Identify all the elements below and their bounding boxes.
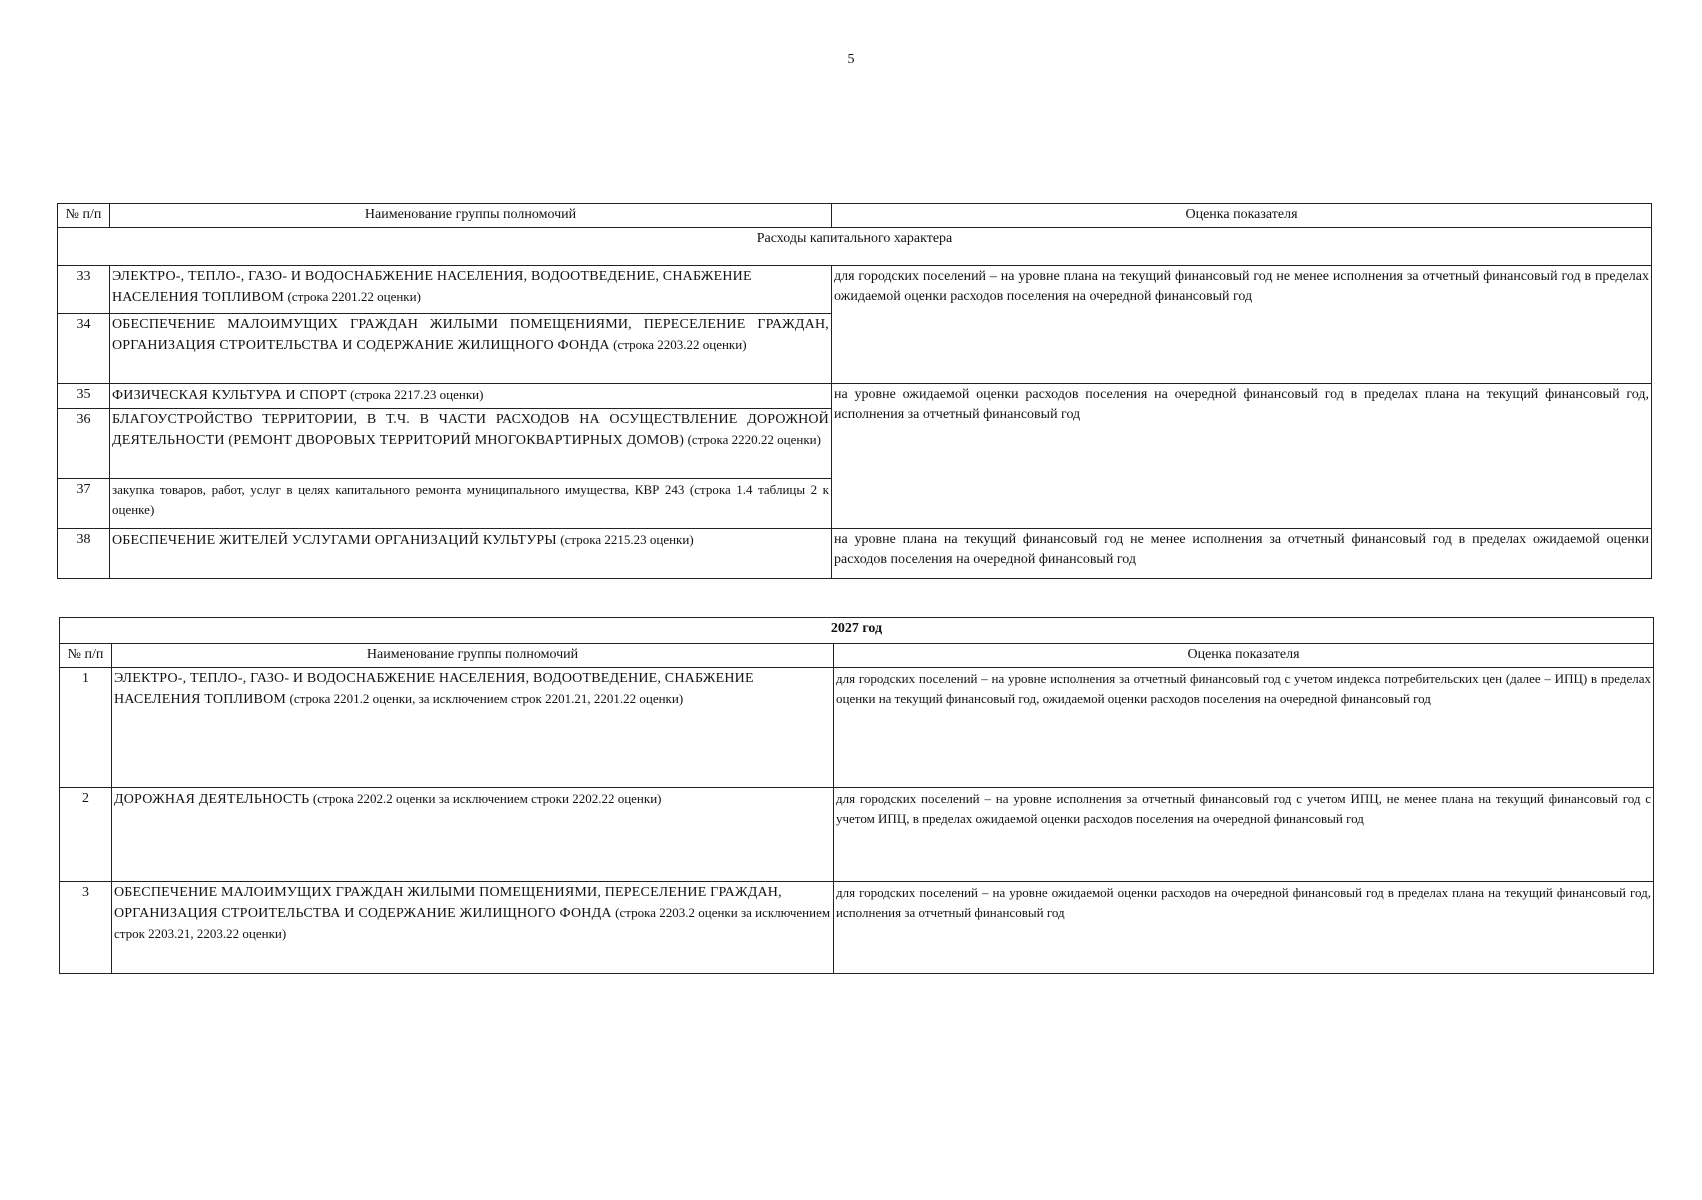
- row-num: 37: [58, 479, 110, 529]
- row-num: 38: [58, 529, 110, 579]
- row-name-ref: (строка 2203.2 оценки за исключением строк 2203.21, 2203.22 оценки): [114, 905, 831, 941]
- page-number: 5: [847, 52, 855, 67]
- table-row: [60, 882, 1654, 974]
- section-row: [58, 228, 1652, 266]
- row-num: 33: [58, 266, 110, 314]
- table-header-row: [58, 204, 1652, 228]
- year-row: [60, 618, 1654, 644]
- row-assessment: на уровне плана на текущий финансовый год не менее исполнения за отчетный финансовый год в пределах ожидаемой оценки расходов поселения на очередной финансовый год: [832, 529, 1652, 579]
- table-row: [58, 384, 1652, 409]
- row-name-caps: БЛАГОУСТРОЙСТВО ТЕРРИТОРИИ, В Т.Ч. В ЧАСТИ РАСХОДОВ НА ОСУЩЕСТВЛЕНИЕ ДОРОЖНОЙ ДЕЯТЕЛЬНОСТИ (РЕМОНТ ДВОРОВЫХ ТЕРРИТОРИЙ МНОГОКВАРТИРНЫХ ДОМОВ): [112, 412, 829, 448]
- table-row: [60, 668, 1654, 788]
- row-assessment: для городских поселений – на уровне исполнения за отчетный финансовый год с учетом ИПЦ, не менее плана на текущий финансовый год с учетом ИПЦ, в пределах ожидаемой оценки расходов поселения на очередной финансовый год: [834, 788, 1654, 882]
- row-num: 35: [58, 384, 110, 409]
- row-assessment: для городских поселений – на уровне плана на текущий финансовый год не менее исполнения за отчетный финансовый год в пределах ожидаемой оценки расходов поселения на очередной финансовый год: [832, 266, 1652, 384]
- header-num: № п/п: [60, 644, 112, 668]
- row-assessment: на уровне ожидаемой оценки расходов поселения на очередной финансовый год в пределах плана на текущий финансовый год, исполнения за отчетный финансовый год: [832, 384, 1652, 529]
- row-num: 34: [58, 314, 110, 384]
- header-name: Наименование группы полномочий: [112, 644, 834, 668]
- row-name-ref: (строка 2203.22 оценки): [613, 337, 747, 352]
- section-title: Расходы капитального характера: [58, 228, 1652, 266]
- row-assessment: для городских поселений – на уровне ожидаемой оценки расходов на очередной финансовый год в пределах плана на текущий финансовый год, исполнения за отчетный финансовый год: [834, 882, 1654, 974]
- row-name-caps: ЭЛЕКТРО-, ТЕПЛО-, ГАЗО- И ВОДОСНАБЖЕНИЕ НАСЕЛЕНИЯ, ВОДООТВЕДЕНИЕ, СНАБЖЕНИЕ НАСЕЛЕНИЯ ТОПЛИВОМ: [114, 671, 754, 707]
- row-name: [110, 314, 832, 384]
- row-num: 3: [60, 882, 112, 974]
- row-name: [110, 266, 832, 314]
- row-name: [112, 668, 834, 788]
- row-name-ref: (строка 2202.2 оценки за исключением строки 2202.22 оценки): [312, 791, 662, 806]
- table-row: [60, 788, 1654, 882]
- row-name-ref: (строка 2217.23 оценки): [350, 387, 484, 402]
- capital-expenses-table: [57, 203, 1652, 579]
- row-name-ref: (строка 2201.22 оценки): [287, 289, 421, 304]
- row-num: 1: [60, 668, 112, 788]
- row-name: [110, 384, 832, 409]
- header-assessment: Оценка показателя: [832, 204, 1652, 228]
- row-name: [112, 882, 834, 974]
- row-name: [110, 529, 832, 579]
- row-name: [110, 409, 832, 479]
- row-name-ref: (строка 2201.2 оценки, за исключением строк 2201.21, 2201.22 оценки): [289, 691, 684, 706]
- row-num: 36: [58, 409, 110, 479]
- year-title: 2027 год: [60, 618, 1654, 644]
- row-name-caps: ЭЛЕКТРО-, ТЕПЛО-, ГАЗО- И ВОДОСНАБЖЕНИЕ НАСЕЛЕНИЯ, ВОДООТВЕДЕНИЕ, СНАБЖЕНИЕ НАСЕЛЕНИЯ ТОПЛИВОМ: [112, 269, 752, 305]
- row-name-caps: ФИЗИЧЕСКАЯ КУЛЬТУРА И СПОРТ: [112, 388, 347, 403]
- row-assessment: для городских поселений – на уровне исполнения за отчетный финансовый год с учетом индекса потребительских цен (далее – ИПЦ) в пределах оценки на текущий финансовый год, ожидаемой оценки расходов поселения на очередной финансовый год: [834, 668, 1654, 788]
- row-name-ref: (строка 2215.23 оценки): [560, 532, 694, 547]
- year-2027-table: [59, 617, 1654, 974]
- row-name-caps: ОБЕСПЕЧЕНИЕ МАЛОИМУЩИХ ГРАЖДАН ЖИЛЫМИ ПОМЕЩЕНИЯМИ, ПЕРЕСЕЛЕНИЕ ГРАЖДАН, ОРГАНИЗАЦИЯ СТРОИТЕЛЬСТВА И СОДЕРЖАНИЕ ЖИЛИЩНОГО ФОНДА: [114, 885, 782, 921]
- row-name: закупка товаров, работ, услуг в целях капитального ремонта муниципального имущества, КВР 243 (строка 1.4 таблицы 2 к оценке): [110, 479, 832, 529]
- row-name-caps: ДОРОЖНАЯ ДЕЯТЕЛЬНОСТЬ: [114, 792, 310, 807]
- table-header-row: [60, 644, 1654, 668]
- table-row: [58, 266, 1652, 314]
- row-name-ref: (строка 2220.22 оценки): [687, 432, 821, 447]
- row-name-caps: ОБЕСПЕЧЕНИЕ МАЛОИМУЩИХ ГРАЖДАН ЖИЛЫМИ ПОМЕЩЕНИЯМИ, ПЕРЕСЕЛЕНИЕ ГРАЖДАН, ОРГАНИЗАЦИЯ СТРОИТЕЛЬСТВА И СОДЕРЖАНИЕ ЖИЛИЩНОГО ФОНДА: [112, 317, 829, 353]
- row-name-caps: ОБЕСПЕЧЕНИЕ ЖИТЕЛЕЙ УСЛУГАМИ ОРГАНИЗАЦИЙ КУЛЬТУРЫ: [112, 533, 557, 548]
- table-row: [58, 529, 1652, 579]
- header-name: Наименование группы полномочий: [110, 204, 832, 228]
- header-assessment: Оценка показателя: [834, 644, 1654, 668]
- row-num: 2: [60, 788, 112, 882]
- row-name: [112, 788, 834, 882]
- header-num: № п/п: [58, 204, 110, 228]
